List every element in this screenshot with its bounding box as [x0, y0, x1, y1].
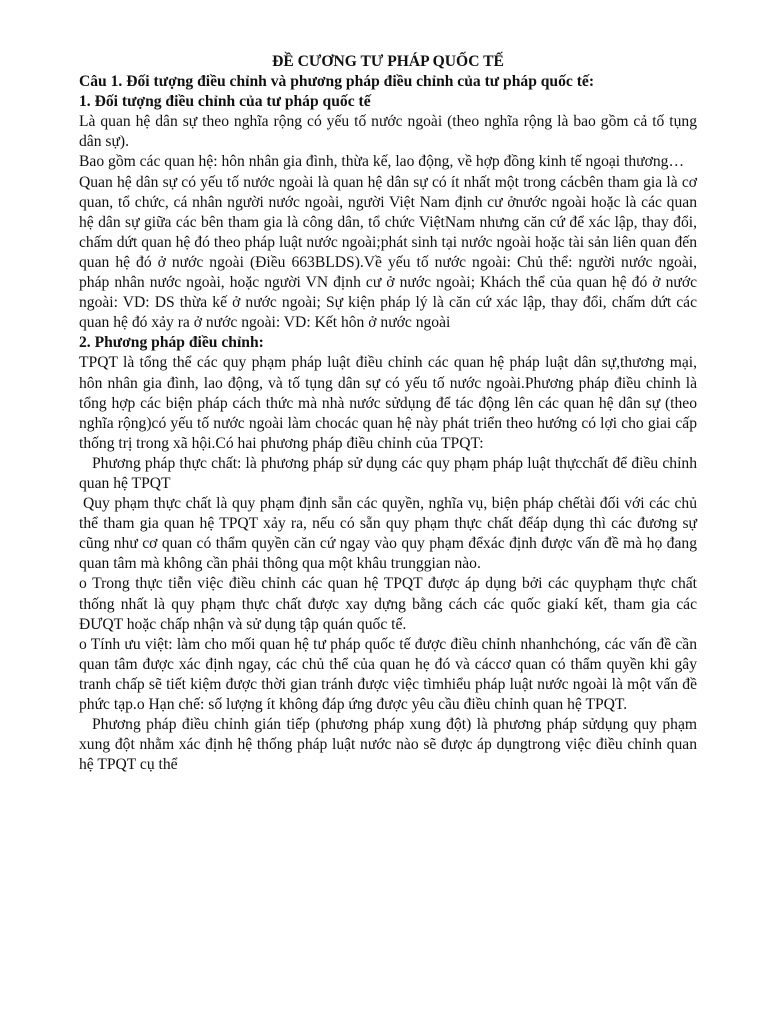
document-title: ĐỀ CƯƠNG TƯ PHÁP QUỐC TẾ: [272, 53, 504, 70]
paragraph: Là quan hệ dân sự theo nghĩa rộng có yếu tố nước ngoài (theo nghĩa rộng là bao gồm cả tố tụng dân sự).: [79, 113, 697, 151]
section-heading-subject: 1. Đối tượng điều chỉnh của tư pháp quốc tế: [79, 93, 371, 111]
bullet-paragraph: o Trong thực tiễn việc điều chỉnh các quan hệ TPQT được áp dụng bởi các quyphạm thực chất thống nhất là quy phạm thực chất được xay dựng bằng cách các quốc giakí kết, tham gia các ĐƯQT hoặc chấp nhận và sử dụng tập quán quốc tế.: [79, 575, 697, 633]
bullet-paragraph: o Tính ưu việt: làm cho mối quan hệ tư pháp quốc tế được điều chỉnh nhanhchóng, các vấn đề cần quan tâm được xác định ngay, các chủ thể của quan hẹ đó và cáccơ quan có thẩm quyền khi gây tranh chấp sẽ tiết kiệm được thời gian tránh được việc tìmhiểu pháp luật nước ngoài là một vấn đề phức tạp.o Hạn chế: số lượng ít không đáp ứng được yêu cầu điều chỉnh quan hệ TPQT.: [79, 635, 697, 713]
paragraph: Phương pháp điều chỉnh gián tiếp (phương pháp xung đột) là phương pháp sửdụng quy phạm xung đột nhằm xác định hệ thống pháp luật nước nào sẽ được áp dụngtrong việc điều chỉnh quan hệ TPQT cụ thể: [79, 716, 697, 774]
paragraph: Bao gồm các quan hệ: hôn nhân gia đình, thừa kế, lao động, về hợp đồng kinh tế ngoại thương…: [79, 153, 685, 171]
paragraph: Quan hệ dân sự có yếu tố nước ngoài là quan hệ dân sự có ít nhất một trong cácbên tham gia là cơ quan, tổ chức, cá nhân người nước ngoài, người Việt Nam định cư ởnước ngoài hoặc là các quan hệ dân sự giữa các bên tham gia là công dân, tổ chức ViệtNam nhưng căn cứ để xác lập, thay đổi, chấm dứt quan hệ đó theo pháp luật nước ngoài;phát sinh tại nước ngoài hoặc tài sản liên quan đến quan hệ đó ở nước ngoài (Điều 663BLDS).Về yếu tố nước ngoài: Chủ thể: người nước ngoài, pháp nhân nước ngoài, hoặc người VN định cư ở nước ngoài; Khách thể của quan hệ đó ở nước ngoài: VD: DS thừa kế ở nước ngoài; Sự kiện pháp lý là căn cứ xác lập, thay đổi, chấm dứt các quan hệ đó xảy ra ở nước ngoài: VD: Kết hôn ở nước ngoài: [79, 173, 697, 332]
paragraph: Quy phạm thực chất là quy phạm định sẵn các quyền, nghĩa vụ, biện pháp chếtài đối với các chủ thể tham gia quan hệ TPQT xảy ra, nếu có sẵn quy phạm thực chất đểáp dụng thì các đương sự cũng như cơ quan có thẩm quyền căn cứ ngay vào quy phạm đểxác định được vấn đề mà họ đang quan tâm mà không cần phải thông qua một khâu trunggian nào.: [79, 495, 697, 573]
paragraph: TPQT là tổng thể các quy phạm pháp luật điều chỉnh các quan hệ pháp luật dân sự,thương mại, hôn nhân gia đình, lao động, và tố tụng dân sự có yếu tố nước ngoài.Phương pháp điều chỉnh là tổng hợp các biện pháp cách thức mà nhà nước sửdụng để tác động lên các quan hệ dân sự (theo nghĩa rộng)có yếu tố nước ngoài làm chocác quan hệ này phát triển theo hướng có lợi cho giai cấp thống trị trong xã hội.Có hai phương pháp điều chỉnh của TPQT:: [79, 354, 697, 452]
section-heading-method: 2. Phương pháp điều chỉnh:: [79, 334, 264, 352]
paragraph: Phương pháp thực chất: là phương pháp sử dụng các quy phạm pháp luật thựcchất để điều chỉnh quan hệ TPQT: [79, 454, 697, 492]
document-page: [79, 52, 697, 775]
question-heading: Câu 1. Đối tượng điều chỉnh và phương pháp điều chỉnh của tư pháp quốc tế:: [79, 73, 595, 91]
